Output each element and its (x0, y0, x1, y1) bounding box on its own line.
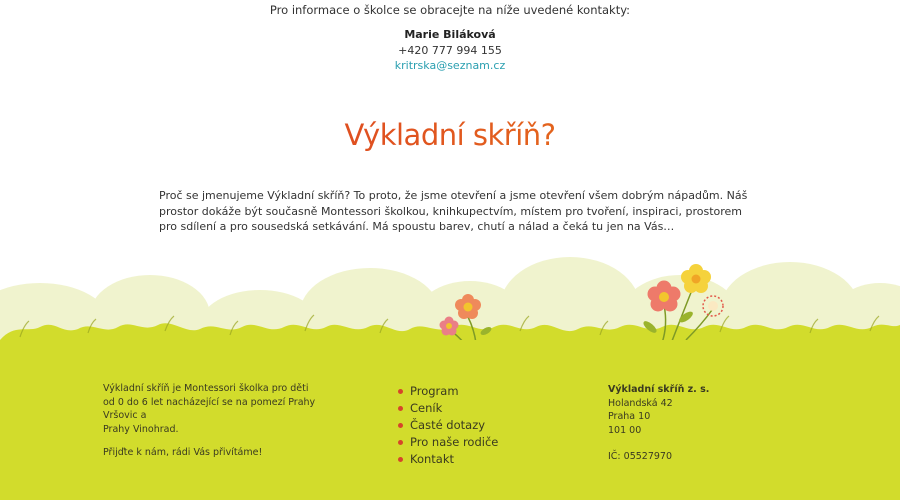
footer-city: Praha 10 (608, 411, 651, 422)
section-heading: Výkladní skříň? (0, 118, 900, 152)
contact-block (0, 27, 900, 74)
footer-about-line: Prahy Vinohrad. (103, 423, 179, 435)
footer-org-name: Výkladní skříň z. s. (608, 384, 710, 395)
footer-nav-parents[interactable]: Pro naše rodiče (398, 434, 498, 451)
site-footer (0, 340, 900, 500)
flower-yellow (681, 264, 711, 293)
footer-nav (398, 383, 498, 468)
footer-street: Holandská 42 (608, 397, 673, 409)
footer-nav-cenik[interactable]: Ceník (398, 400, 498, 417)
section-paragraph: Proč se jmenujeme Výkladní skříň? To proto, že jsme otevření a jsme otevření všem dobrým nápadům. Náš prostor dokáže být současně Montessori školkou, knihkupectvím, místem pro tvoření, inspiraci, prostorem pro sdílení a pro sousedská setkávání. Má spoustu barev, chutí a nálad a čeká tu jen na Vás… (159, 189, 748, 233)
footer-nav-faq[interactable]: Časté dotazy (398, 417, 498, 434)
contact-phone: +420 777 994 155 (398, 43, 502, 57)
footer-zip: 101 00 (608, 424, 642, 436)
footer-about (103, 382, 333, 470)
contact-email-link[interactable]: kritrska@seznam.cz (394, 59, 506, 72)
footer-about-line: od 0 do 6 let nacházející se na pomezí Prahy Vršovic a (103, 396, 316, 421)
contact-name: Marie Biláková (404, 28, 496, 41)
footer-company-id: IČ: 05527970 (608, 451, 673, 462)
footer-welcome-text: Přijďte k nám, rádi Vás přivítáme! (103, 447, 263, 458)
footer-nav-kontakt[interactable]: Kontakt (398, 451, 498, 468)
contact-intro-text: Pro informace o školce se obracejte na níže uvedené kontakty: (269, 3, 631, 17)
footer-nav-program[interactable]: Program (398, 383, 498, 400)
footer-address (608, 383, 709, 464)
footer-about-line: Výkladní skříň je Montessori školka pro děti (103, 383, 309, 394)
